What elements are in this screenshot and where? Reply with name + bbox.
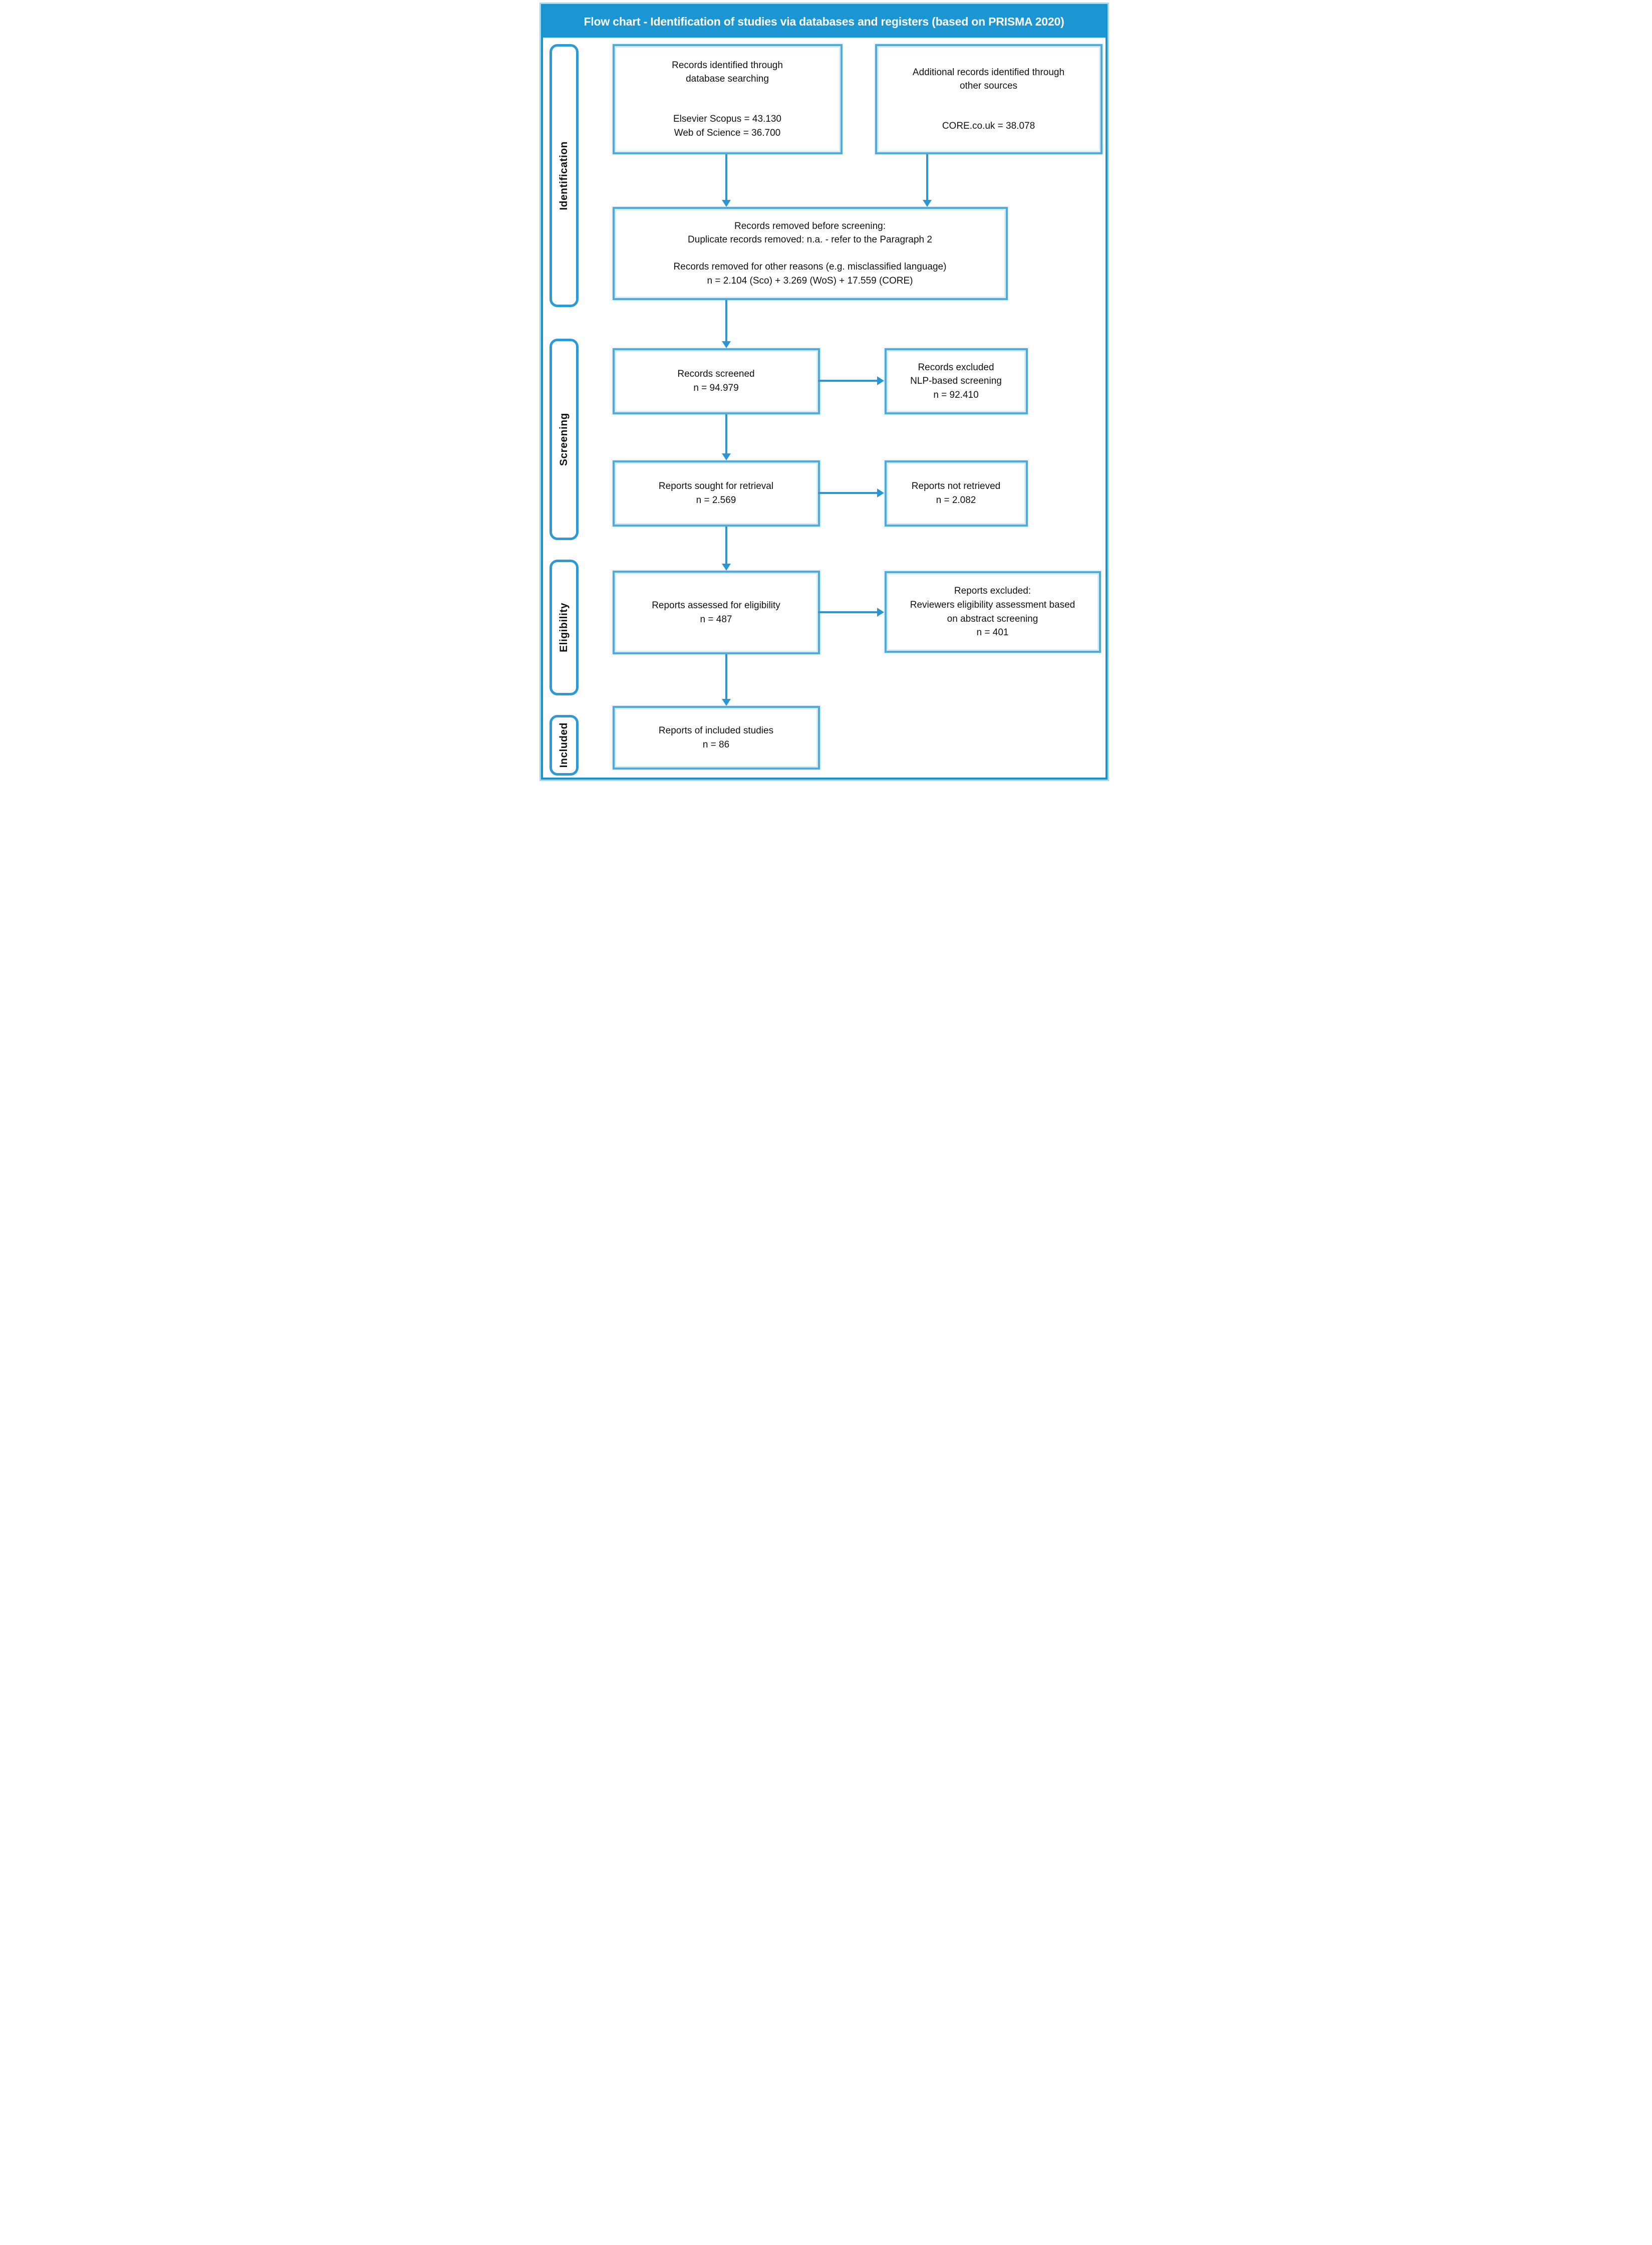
box-included-studies-title: Reports of included studies: [658, 725, 774, 736]
box-database-search: [613, 44, 843, 154]
connector-assessed-to-excluded: [818, 611, 878, 613]
box-database-search-count-wos: Web of Science = 36.700: [674, 127, 781, 138]
box-included-studies-count: n = 86: [702, 739, 730, 750]
box-reports-assessed: [613, 571, 820, 654]
box-reports-excluded-reason: Reviewers eligibility assessment based on abstract screening: [910, 599, 1075, 624]
box-records-screened-count: n = 94.979: [693, 383, 739, 393]
box-reports-not-retrieved: [885, 460, 1028, 527]
title-bar: [543, 6, 1106, 38]
box-reports-excluded-count: n = 401: [976, 627, 1009, 638]
box-reports-sought-count: n = 2.569: [696, 495, 736, 506]
arrow-right-icon: [877, 488, 884, 497]
box-other-sources-title: Additional records identified through other sources: [912, 67, 1065, 92]
arrow-down-icon: [722, 699, 731, 706]
box-database-search-title: Records identified through database searching: [672, 60, 783, 85]
box-removed-line1: Records removed before screening:: [734, 220, 886, 231]
box-removed-line2: Duplicate records removed: n.a. - refer to the Paragraph 2: [688, 234, 932, 245]
box-records-excluded-count: n = 92.410: [933, 389, 979, 400]
connector-screened-to-excluded: [818, 380, 878, 382]
arrow-down-icon: [722, 200, 731, 207]
connector-removed-to-screened: [725, 300, 727, 342]
arrow-down-icon: [722, 341, 731, 348]
connector-screened-to-sought: [725, 414, 727, 454]
box-other-sources-count: CORE.co.uk = 38.078: [942, 120, 1035, 131]
stage-eligibility-label: Eligibility: [558, 603, 570, 652]
box-reports-not-retrieved-title: Reports not retrieved: [911, 481, 1001, 492]
stage-identification: [549, 44, 579, 307]
connector-sought-to-notretrieved: [818, 492, 878, 494]
stage-screening: [549, 339, 579, 540]
box-removed-line4: n = 2.104 (Sco) + 3.269 (WoS) + 17.559 (CORE): [707, 275, 913, 286]
box-reports-excluded-title: Reports excluded:: [954, 586, 1031, 597]
connector-othersources-to-removed: [926, 154, 928, 200]
stage-included: [549, 715, 579, 776]
box-records-screened: [613, 348, 820, 414]
box-included-studies: [613, 706, 820, 770]
box-reports-not-retrieved-count: n = 2.082: [936, 495, 976, 506]
stage-eligibility: [549, 560, 579, 695]
arrow-right-icon: [877, 376, 884, 385]
box-database-search-count-scopus: Elsevier Scopus = 43.130: [673, 114, 781, 124]
box-reports-assessed-count: n = 487: [700, 614, 732, 625]
box-records-screened-title: Records screened: [677, 369, 755, 380]
connector-assessed-to-included: [725, 654, 727, 699]
connector-sought-to-assessed: [725, 527, 727, 564]
arrow-down-icon: [722, 564, 731, 571]
box-reports-excluded: [885, 571, 1101, 653]
stage-identification-label: Identification: [558, 141, 570, 210]
prisma-flow-chart: [537, 0, 1116, 786]
box-reports-sought: [613, 460, 820, 527]
box-removed-line3: Records removed for other reasons (e.g. misclassified language): [673, 262, 947, 272]
box-reports-sought-title: Reports sought for retrieval: [658, 481, 774, 492]
connector-dbsearch-to-removed: [725, 154, 727, 200]
box-records-excluded: [885, 348, 1028, 414]
arrow-down-icon: [722, 453, 731, 460]
box-other-sources: [875, 44, 1103, 154]
page-title: Flow chart - Identification of studies via databases and registers (based on PRISMA 2020): [584, 15, 1064, 28]
box-records-excluded-title: Records excluded: [918, 362, 994, 373]
box-removed-before-screening: [613, 207, 1008, 300]
stage-included-label: Included: [558, 722, 570, 768]
box-reports-assessed-title: Reports assessed for eligibility: [652, 600, 780, 611]
stage-screening-label: Screening: [558, 412, 570, 466]
arrow-down-icon: [923, 200, 932, 207]
arrow-right-icon: [877, 608, 884, 617]
box-records-excluded-method: NLP-based screening: [910, 376, 1002, 387]
